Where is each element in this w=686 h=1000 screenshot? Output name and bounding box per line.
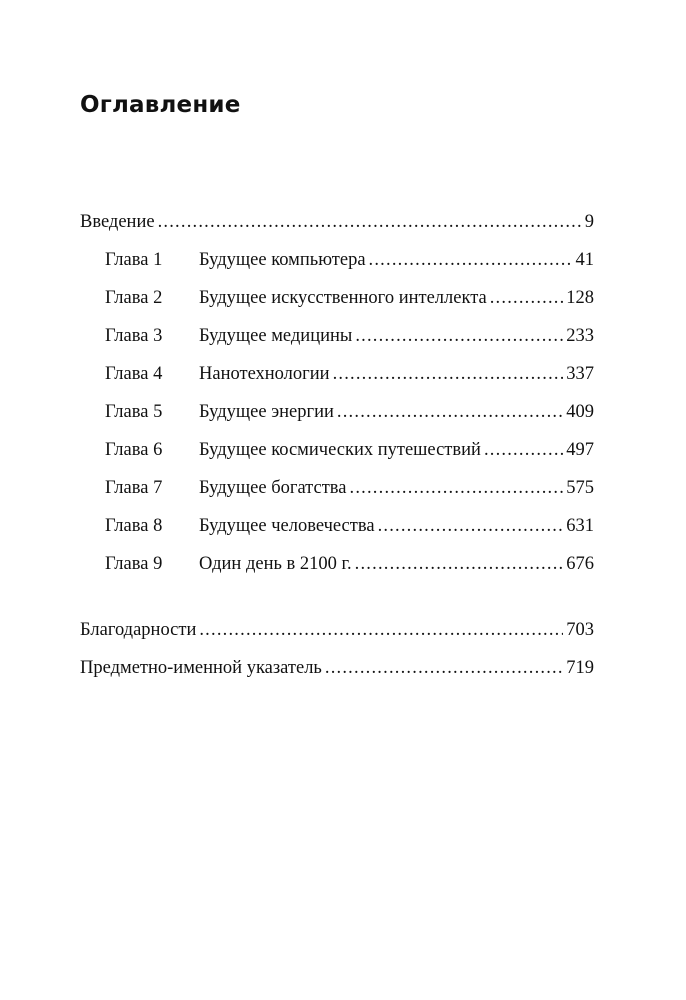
toc-entry-chapter-9[interactable]	[80, 554, 594, 592]
toc-entry-chapter-3[interactable]	[80, 326, 594, 364]
page-number: 719	[566, 658, 594, 678]
chapter-label: Глава 2	[105, 288, 163, 308]
toc-entry-chapter-7[interactable]	[80, 478, 594, 516]
dot-leader	[199, 620, 563, 641]
chapter-label: Глава 7	[105, 478, 163, 498]
page-number: 409	[566, 402, 594, 422]
toc-entry-intro[interactable]	[80, 212, 594, 250]
toc-entry-chapter-6[interactable]	[80, 440, 594, 478]
dot-leader	[369, 250, 573, 271]
page-number: 575	[566, 478, 594, 498]
dot-leader	[158, 212, 582, 233]
entry-title: Один день в 2100 г.	[199, 554, 352, 574]
page-number: 631	[566, 516, 594, 536]
entry-title: Будущее богатства	[199, 478, 347, 498]
entry-title: Нанотехнологии	[199, 364, 330, 384]
toc-entry-index[interactable]	[80, 658, 594, 696]
chapter-label: Глава 1	[105, 250, 163, 270]
page-number: 676	[566, 554, 594, 574]
dot-leader	[378, 516, 564, 537]
dot-leader	[355, 326, 563, 347]
entry-title: Предметно-именной указатель	[80, 658, 322, 678]
dot-leader	[490, 288, 564, 309]
entry-title: Будущее человечества	[199, 516, 375, 536]
page-title: Оглавление	[80, 92, 241, 118]
toc-main-section	[80, 212, 594, 592]
toc-entry-chapter-8[interactable]	[80, 516, 594, 554]
entry-title: Введение	[80, 212, 155, 232]
toc-back-matter-section	[80, 620, 594, 696]
page-number: 41	[575, 250, 594, 270]
toc-entry-acknowledgements[interactable]	[80, 620, 594, 658]
page-number: 233	[566, 326, 594, 346]
chapter-label: Глава 5	[105, 402, 163, 422]
entry-title: Благодарности	[80, 620, 197, 640]
dot-leader	[337, 402, 563, 423]
toc-entry-chapter-5[interactable]	[80, 402, 594, 440]
dot-leader	[325, 658, 563, 679]
chapter-label: Глава 3	[105, 326, 163, 346]
chapter-label: Глава 9	[105, 554, 163, 574]
dot-leader	[350, 478, 564, 499]
page-number: 337	[566, 364, 594, 384]
entry-title: Будущее искусственного интеллекта	[199, 288, 487, 308]
chapter-label: Глава 8	[105, 516, 163, 536]
toc-entry-chapter-1[interactable]	[80, 250, 594, 288]
toc-entry-chapter-4[interactable]	[80, 364, 594, 402]
toc-entry-chapter-2[interactable]	[80, 288, 594, 326]
chapter-label: Глава 4	[105, 364, 163, 384]
dot-leader	[484, 440, 563, 461]
page-number: 497	[566, 440, 594, 460]
dot-leader	[355, 554, 564, 575]
entry-title: Будущее компьютера	[199, 250, 366, 270]
entry-title: Будущее медицины	[199, 326, 353, 346]
page-number: 128	[566, 288, 594, 308]
page-number: 9	[584, 212, 594, 232]
entry-title: Будущее энергии	[199, 402, 334, 422]
page-number: 703	[566, 620, 594, 640]
entry-title: Будущее космических путешествий	[199, 440, 481, 460]
dot-leader	[333, 364, 564, 385]
chapter-label: Глава 6	[105, 440, 163, 460]
